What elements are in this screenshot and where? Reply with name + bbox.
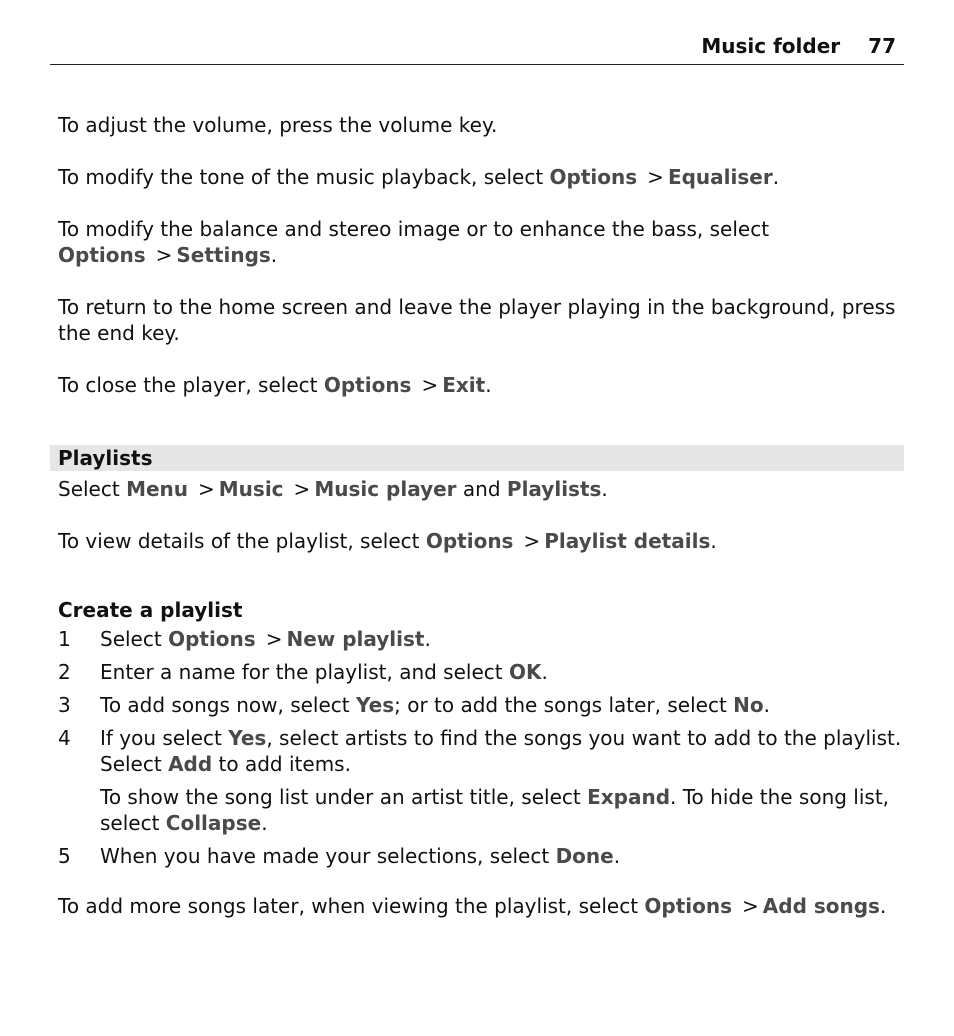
step-number: 4 (58, 726, 71, 750)
menu-separator: > (293, 477, 311, 501)
paragraph-equaliser (58, 164, 904, 190)
step-text: , select artists to find the songs you want to add to the playlist. Select (100, 726, 902, 776)
ui-term-add-songs: Add songs (762, 894, 880, 918)
paragraph-volume (58, 112, 904, 138)
ui-term-no: No (733, 693, 764, 717)
paragraph-text: To add more songs later, when viewing the playlist, select (58, 894, 645, 918)
step-text: To show the song list under an artist title, select (100, 785, 588, 809)
ui-term-collapse: Collapse (165, 811, 262, 835)
step-main (100, 725, 904, 777)
punctuation: . (270, 243, 278, 267)
menu-separator: > (742, 894, 759, 918)
ui-term-settings: Settings (176, 243, 271, 267)
step-text: When you have made your selections, select (100, 844, 556, 868)
paragraph-text: Select (58, 477, 127, 501)
step-number: 2 (58, 660, 71, 684)
menu-separator: > (265, 627, 283, 651)
list-item (58, 725, 904, 836)
section-title: Music folder (701, 34, 841, 58)
paragraph-text: To modify the tone of the music playback, select (58, 165, 550, 189)
punctuation: . (541, 660, 548, 684)
ui-term-music: Music (218, 477, 284, 501)
paragraph-text: To modify the balance and stereo image or to enhance the bass, select (58, 217, 770, 241)
step-note (100, 784, 904, 836)
paragraph-add-songs (58, 893, 904, 919)
ui-term-yes: Yes (228, 726, 267, 750)
paragraph-playlist-details (58, 528, 904, 554)
paragraph-settings (58, 216, 904, 268)
step-text: To add songs now, select (100, 693, 356, 717)
paragraph-select-playlists (58, 476, 904, 502)
punctuation: . (879, 894, 887, 918)
paragraph-home-screen (58, 294, 904, 346)
step-number: 3 (58, 693, 71, 717)
steps-list (58, 626, 904, 876)
step-text: to add items. (212, 752, 351, 776)
ui-term-options: Options (549, 165, 638, 189)
ui-term-options: Options (58, 243, 146, 267)
ui-term-equaliser: Equaliser (667, 165, 773, 189)
punctuation: . (601, 477, 608, 501)
menu-separator: > (523, 529, 541, 553)
step-number: 5 (58, 844, 71, 868)
punctuation: . (261, 811, 268, 835)
punctuation: . (613, 844, 621, 868)
step-text: ; or to add the songs later, select (394, 693, 734, 717)
ui-term-exit: Exit (442, 373, 486, 397)
ui-term-options: Options (168, 627, 256, 651)
menu-separator: > (198, 477, 215, 501)
ui-term-menu: Menu (126, 477, 189, 501)
list-item (58, 692, 904, 718)
section-header-playlists (50, 445, 904, 471)
punctuation: . (710, 529, 717, 553)
ui-term-music-player: Music player (314, 477, 457, 501)
step-text: Select (100, 627, 169, 651)
menu-separator: > (647, 165, 664, 189)
ui-term-playlists: Playlists (506, 477, 602, 501)
paragraph-text: To view details of the playlist, select (58, 529, 426, 553)
ui-term-options: Options (425, 529, 514, 553)
section-heading: Playlists (58, 446, 153, 470)
ui-term-options: Options (323, 373, 412, 397)
ui-term-done: Done (555, 844, 614, 868)
list-item (58, 659, 904, 685)
step-text: . To hide the song list, select (100, 785, 890, 835)
punctuation: . (763, 693, 770, 717)
ui-term-options: Options (644, 894, 733, 918)
ui-term-new-playlist: New playlist (286, 627, 425, 651)
list-item (58, 843, 904, 869)
page-header (50, 34, 904, 65)
paragraph-text: To return to the home screen and leave the player playing in the background, press the end key. (58, 295, 896, 345)
page-number: 77 (868, 34, 896, 58)
menu-separator: > (155, 243, 173, 267)
ui-term-playlist-details: Playlist details (544, 529, 711, 553)
punctuation: . (424, 627, 431, 651)
ui-term-add: Add (168, 752, 213, 776)
ui-term-ok: OK (508, 660, 542, 684)
punctuation: . (772, 165, 780, 189)
ui-term-expand: Expand (587, 785, 671, 809)
paragraph-text: and (456, 477, 507, 501)
list-item (58, 626, 904, 652)
menu-separator: > (421, 373, 439, 397)
ui-term-yes: Yes (356, 693, 395, 717)
step-text: If you select (100, 726, 229, 750)
step-number: 1 (58, 627, 71, 651)
punctuation: . (485, 373, 492, 397)
step-text: Enter a name for the playlist, and select (100, 660, 509, 684)
paragraph-close-player (58, 372, 904, 398)
paragraph-text: To adjust the volume, press the volume key. (58, 113, 498, 137)
subheading-create-playlist: Create a playlist (58, 598, 243, 622)
paragraph-text: To close the player, select (58, 373, 324, 397)
